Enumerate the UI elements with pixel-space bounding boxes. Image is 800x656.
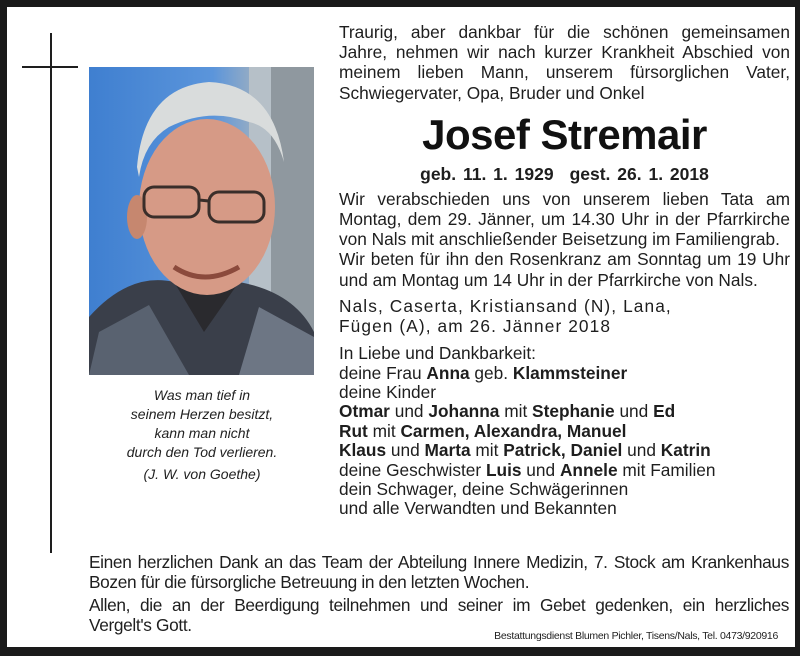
thanks-hospital: Einen herzlichen Dank an das Team der Abteilung Innere Medizin, 7. Stock am Krankenhaus Bozen für die fürsorgliche Betreuung in den letzten Wochen.: [89, 552, 789, 592]
text: mit: [367, 420, 401, 441]
mourner-row-3: [339, 441, 790, 460]
name: Rut: [339, 420, 368, 441]
text: deine Frau: [339, 362, 427, 383]
mourners-heading: In Liebe und Dankbarkeit:: [339, 343, 536, 364]
text: mit: [470, 440, 504, 461]
notice-main-column: [339, 22, 790, 519]
birth-date: geb. 11. 1. 1929: [420, 163, 554, 184]
mourners-list: [339, 344, 790, 519]
text: mit Familien: [617, 459, 716, 480]
text: geb.: [469, 362, 513, 383]
name: Katrin: [660, 440, 711, 461]
funeral-home-credit: Bestattungsdienst Blumen Pichler, Tisens/Nals, Tel. 0473/920916: [494, 630, 778, 642]
mourner-row-2: [339, 422, 790, 441]
name: Otmar: [339, 401, 390, 422]
mourner-wife: [339, 364, 790, 383]
funeral-service-text: Wir verabschieden uns von unserem lieben Tata am Montag, dem 29. Jänner, um 14.30 Uhr in der Pfarrkirche von Nals mit anschließender Beisetzung im Familiengrab.: [339, 188, 790, 250]
text: und: [614, 401, 654, 422]
quote-line-2: seinem Herzen besitzt,: [130, 406, 274, 422]
portrait-photo: [89, 67, 314, 375]
places-and-date: [339, 296, 790, 336]
name: Carmen, Alexandra, Manuel: [400, 420, 627, 441]
places-line-1: Nals, Caserta, Kristiansand (N), Lana,: [339, 295, 672, 316]
intro-text: Traurig, aber dankbar für die schönen gemeinsamen Jahre, nehmen wir nach kurzer Krankheit Abschied von meinem lieben Mann, unserem fürsorglichen Vater, Schwiegervater, Opa, Bruder und Onkel: [339, 22, 790, 103]
thanks-section: [89, 553, 789, 635]
places-line-2: Fügen (A), am 26. Jänner 2018: [339, 316, 612, 337]
name: Johanna: [428, 401, 500, 422]
thanks-attendees: Allen, die an der Beerdigung teilnehmen und seiner im Gebet gedenken, ein herzliches Vergelt's Gott.: [89, 595, 789, 635]
cross-icon-horizontal: [22, 66, 78, 68]
deceased-name: Josef Stremair: [422, 110, 707, 158]
mourner-siblings: [339, 461, 790, 480]
text: deine Geschwister: [339, 459, 486, 480]
quote-line-4: durch den Tod verlieren.: [126, 444, 278, 460]
quote-line-3: kann man nicht: [154, 425, 250, 441]
name: Stephanie: [532, 401, 615, 422]
wife-maiden-name: Klammsteiner: [512, 362, 628, 383]
name: Annele: [559, 459, 618, 480]
text: und: [386, 440, 425, 461]
quote-line-1: Was man tief in: [153, 387, 251, 403]
mourner-row-1: [339, 402, 790, 421]
mourner-inlaws: dein Schwager, deine Schwägerinnen: [339, 479, 629, 500]
wife-name: Anna: [426, 362, 470, 383]
text: mit: [499, 401, 533, 422]
name: Klaus: [339, 440, 387, 461]
cross-icon-vertical: [50, 33, 52, 553]
name: Patrick, Daniel: [503, 440, 623, 461]
death-date: gest. 26. 1. 2018: [569, 163, 709, 184]
name: Luis: [485, 459, 522, 480]
life-dates: [339, 163, 790, 185]
quote-author: (J. W. von Goethe): [143, 466, 261, 482]
text: und: [521, 459, 560, 480]
name: Ed: [653, 401, 676, 422]
rosary-text: Wir beten für ihn den Rosenkranz am Sonntag um 19 Uhr und am Montag um 14 Uhr in der Pfarrkirche von Nals.: [339, 249, 790, 290]
text: und: [389, 401, 429, 422]
children-label: deine Kinder: [339, 382, 437, 403]
text: und: [622, 440, 661, 461]
portrait-illustration: [89, 67, 314, 375]
goethe-quote: [90, 386, 314, 484]
name: Marta: [424, 440, 471, 461]
mourner-relatives: und alle Verwandten und Bekannten: [339, 498, 617, 519]
